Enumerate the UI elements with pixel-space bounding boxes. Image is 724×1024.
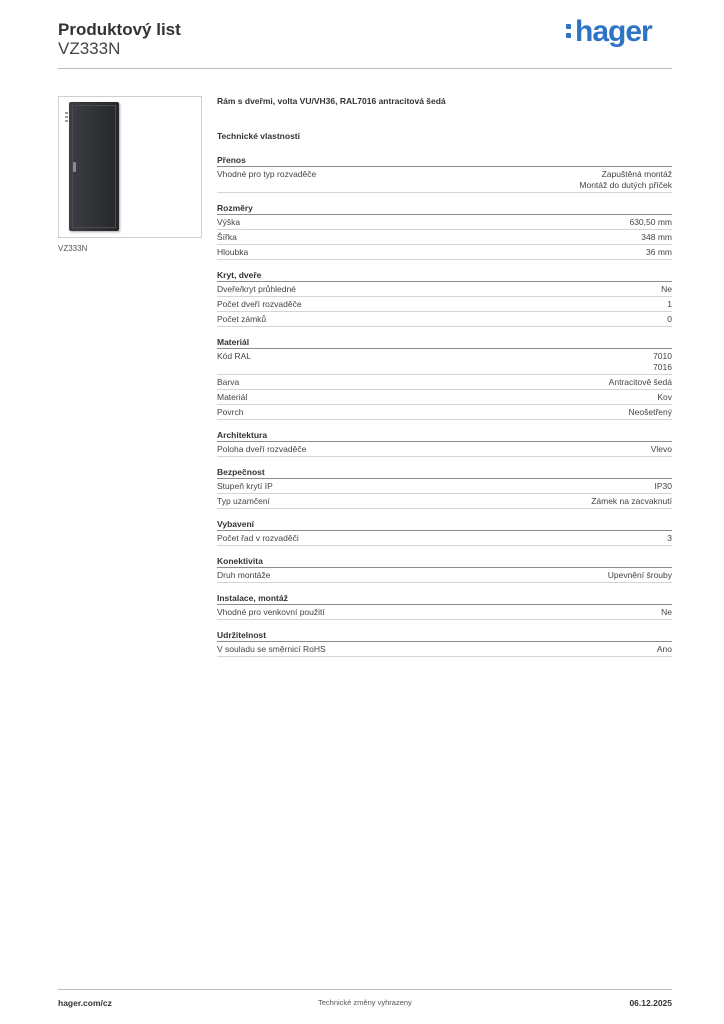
spec-label: V souladu se směrnicí RoHS	[217, 644, 326, 654]
spec-value	[579, 169, 672, 191]
spec-label: Počet dveří rozvaděče	[217, 299, 302, 309]
specs-heading: Technické vlastnosti	[217, 131, 300, 141]
spec-value	[667, 314, 672, 325]
spec-group	[217, 269, 672, 327]
spec-value-line: Ne	[661, 284, 672, 294]
spec-group-title: Instalace, montáž	[217, 592, 672, 605]
spec-value-line: 348 mm	[641, 232, 672, 242]
hager-logo[interactable]	[566, 15, 652, 49]
spec-group-title: Udržitelnost	[217, 629, 672, 642]
spec-group-title: Vybavení	[217, 518, 672, 531]
spec-row	[217, 297, 672, 312]
spec-value	[641, 232, 672, 243]
spec-row	[217, 282, 672, 297]
spec-group	[217, 429, 672, 457]
spec-value-line: Upevnění šrouby	[607, 570, 672, 580]
spec-value	[657, 644, 672, 655]
spec-row	[217, 390, 672, 405]
door-handle-icon	[73, 162, 76, 172]
spec-value-line: Antracitově šedá	[608, 377, 672, 387]
spec-row	[217, 349, 672, 375]
product-image	[58, 96, 202, 238]
footer-note: Technické změny vyhrazeny	[318, 998, 412, 1007]
spec-row	[217, 605, 672, 620]
spec-row	[217, 442, 672, 457]
spec-label: Materiál	[217, 392, 248, 402]
spec-value-line: Vlevo	[650, 444, 672, 454]
spec-row	[217, 531, 672, 546]
spec-row	[217, 215, 672, 230]
spec-group	[217, 336, 672, 420]
logo-dots-icon	[566, 19, 573, 41]
spec-value-line: Montáž do dutých příček	[579, 180, 672, 190]
spec-label: Povrch	[217, 407, 244, 417]
spec-row	[217, 479, 672, 494]
spec-value-line: Zámek na zacvaknutí	[591, 496, 672, 506]
spec-label: Stupeň krytí IP	[217, 481, 273, 491]
spec-group-title: Konektivita	[217, 555, 672, 568]
spec-value-line: 7016	[653, 362, 672, 372]
spec-label: Výška	[217, 217, 241, 227]
spec-value-line: 36 mm	[646, 247, 672, 257]
spec-group	[217, 555, 672, 583]
spec-value	[667, 299, 672, 310]
spec-group-title: Přenos	[217, 154, 672, 167]
spec-group	[217, 154, 672, 193]
spec-label: Hloubka	[217, 247, 249, 257]
page-title: Produktový list	[58, 20, 181, 39]
spec-group-title: Rozměry	[217, 202, 672, 215]
spec-label: Kód RAL	[217, 351, 252, 361]
spec-row	[217, 312, 672, 327]
spec-row	[217, 405, 672, 420]
product-description: Rám s dveřmi, volta VU/VH36, RAL7016 antracitová šedá	[217, 96, 446, 106]
footer-website-link[interactable]: hager.com/cz	[58, 998, 112, 1008]
spec-value	[661, 607, 672, 618]
spec-label: Šířka	[217, 232, 237, 242]
spec-value	[629, 407, 672, 418]
image-caption: VZ333N	[58, 244, 88, 253]
spec-group	[217, 466, 672, 509]
spec-group	[217, 202, 672, 260]
spec-row	[217, 230, 672, 245]
spec-value-line: Ano	[656, 644, 672, 654]
spec-label: Počet zámků	[217, 314, 267, 324]
spec-label: Počet řad v rozvaděči	[217, 533, 299, 543]
spec-group-title: Kryt, dveře	[217, 269, 672, 282]
spec-group-title: Bezpečnost	[217, 466, 672, 479]
spec-value-line: Neošetřený	[628, 407, 672, 417]
spec-value	[655, 481, 673, 492]
specs-table	[217, 154, 672, 666]
spec-value	[653, 351, 672, 373]
spec-label: Dveře/kryt průhledné	[217, 284, 296, 294]
spec-value	[661, 284, 672, 295]
footer-date: 06.12.2025	[629, 998, 672, 1008]
spec-value	[657, 392, 672, 403]
footer-divider	[58, 989, 672, 990]
spec-group-title: Materiál	[217, 336, 672, 349]
spec-group	[217, 592, 672, 620]
product-code: VZ333N	[58, 39, 121, 58]
spec-value-line: 7010	[653, 351, 672, 361]
header-divider	[58, 68, 672, 69]
spec-value	[667, 533, 672, 544]
door-frame-icon	[69, 102, 119, 231]
spec-value	[646, 247, 672, 258]
spec-group	[217, 518, 672, 546]
spec-row	[217, 568, 672, 583]
spec-row	[217, 375, 672, 390]
spec-value-line: 0	[667, 314, 672, 324]
spec-value-line: 630,50 mm	[629, 217, 672, 227]
spec-value-line: Kov	[657, 392, 672, 402]
spec-label: Barva	[217, 377, 240, 387]
spec-value-line: Ne	[661, 607, 672, 617]
spec-row	[217, 167, 672, 193]
spec-row	[217, 245, 672, 260]
spec-group-title: Architektura	[217, 429, 672, 442]
spec-label: Vhodné pro venkovní použití	[217, 607, 325, 617]
spec-row	[217, 494, 672, 509]
spec-value	[591, 496, 672, 507]
spec-row	[217, 642, 672, 657]
spec-value-line: 1	[667, 299, 672, 309]
spec-value	[608, 570, 672, 581]
spec-label: Druh montáže	[217, 570, 271, 580]
spec-value-line: Zapuštěná montáž	[601, 169, 672, 179]
spec-label: Vhodné pro typ rozvaděče	[217, 169, 317, 179]
spec-label: Typ uzamčení	[217, 496, 270, 506]
spec-value	[609, 377, 672, 388]
logo-text: hager	[575, 15, 652, 48]
spec-value	[629, 217, 672, 228]
spec-value-line: 3	[667, 533, 672, 543]
spec-value	[651, 444, 672, 455]
spec-value-line: IP30	[654, 481, 672, 491]
spec-label: Poloha dveří rozvaděče	[217, 444, 307, 454]
spec-group	[217, 629, 672, 657]
